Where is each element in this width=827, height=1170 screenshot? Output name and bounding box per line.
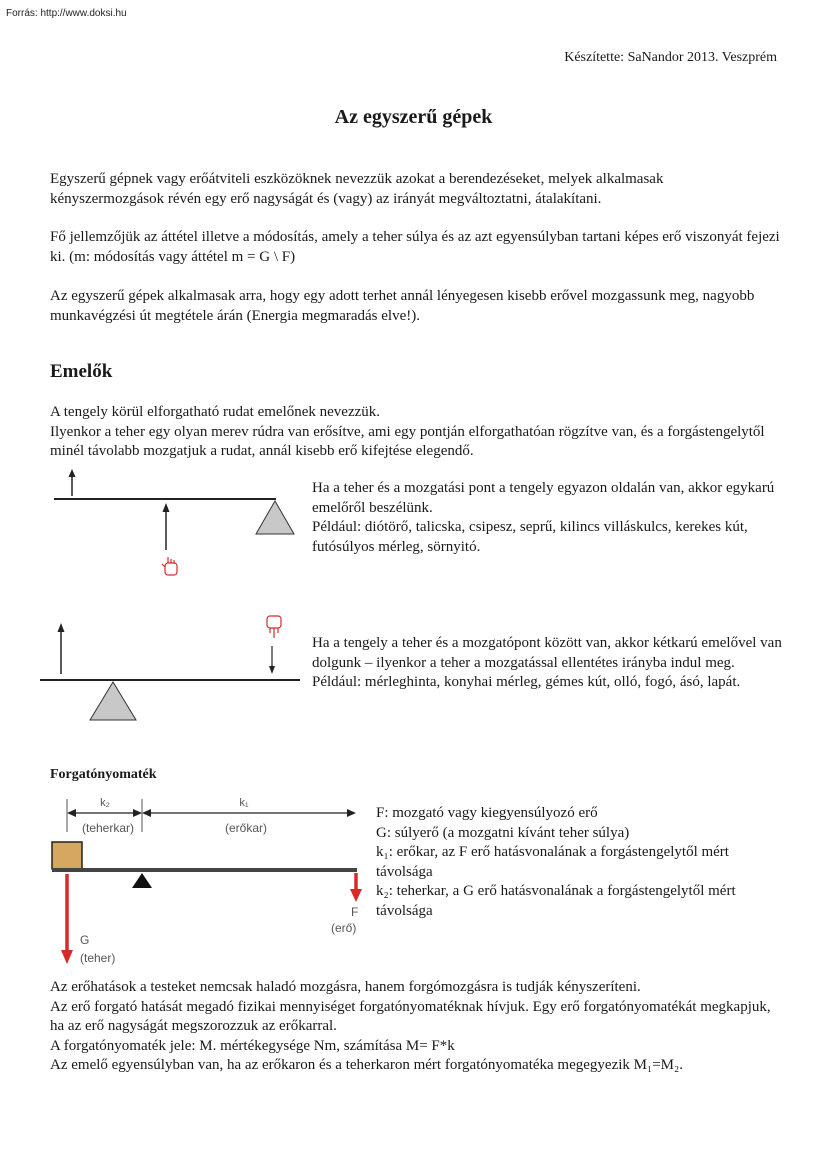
k2-symbol: k₂: [100, 797, 110, 809]
legend-k1: k₁: erőkar, az F erő hatásvonalának a forgástengelytől mért távolsága: [376, 844, 729, 880]
f-symbol: F: [351, 905, 359, 919]
source-note: Forrás: http://www.doksi.hu: [6, 8, 127, 19]
g-caption: (teher): [80, 951, 116, 965]
one-arm-lever-examples: Például: diótörő, talicska, csipesz, seprű, kilincs villáskulcs, kerekes kút, futósúlyos mérleg, sörnyitó.: [312, 519, 748, 555]
load-box: [52, 842, 82, 869]
k1-symbol: k₁: [239, 797, 249, 809]
torque-legend: [376, 804, 786, 921]
levers-intro: A tengely körül elforgatható rudat emelőnek nevezzük. Ilyenkor a teher egy olyan merev rúdra van erősítve, ami egy pontján elforgathatóan rögzítve van, és a forgástengelytől minél távolabb mozgatjuk a rudat, annál kisebb erő kifejtése elegendő.: [50, 404, 765, 459]
intro-paragraph-1: Egyszerű gépnek vagy erőátviteli eszközöknek nevezzük azokat a berendezéseket, melyek alkalmasak kényszermozgások révén egy erő nagyságát és (vagy) az irányát megváltoztatni, átalakítani.: [50, 171, 664, 207]
page-title: Az egyszerű gépek: [334, 106, 493, 128]
one-arm-lever-definition: Ha a teher és a mozgatási pont a tengely egyazon oldalán van, akkor egykarú emelőről beszélünk.: [312, 480, 775, 516]
two-arm-lever-examples: Például: mérleghinta, konyhai mérleg, gémes kút, olló, fogó, ásó, lapát.: [312, 674, 741, 690]
k1-caption: (erőkar): [224, 821, 268, 835]
one-arm-lever-figure: [40, 466, 310, 590]
legend-f: F: mozgató vagy kiegyensúlyozó erő: [376, 805, 598, 821]
one-arm-load-arrow: [69, 469, 76, 496]
k2-dimension-arrow: [67, 809, 142, 817]
two-arm-lever-text: [312, 634, 782, 693]
author-line: Készítette: SaNandor 2013. Veszprém: [564, 50, 777, 65]
two-arm-fulcrum: [90, 682, 136, 720]
legend-g: G: súlyerő (a mozgatni kívánt teher súlya): [376, 824, 630, 841]
torque-lever-beam: [52, 868, 357, 872]
two-arm-lever-figure: [30, 612, 312, 724]
intro-paragraph-3: Az egyszerű gépek alkalmasak arra, hogy egy adott terhet annál lényegesen kisebb erővel mozgassunk meg, nagyobb munkavégzési út megtétele árán (Energia megmaradás elve!).: [50, 288, 755, 324]
f-caption: (erő): [331, 921, 357, 935]
section-heading-levers: Emelők: [50, 361, 113, 382]
torque-explanation: Az erőhatások a testeket nemcsak haladó mozgásra, hanem forgómozgásra is tudják kényszeríteni. Az erő forgató hatását megadó fizikai mennyiséget forgatónyomatéknak hívjuk. Egy erő forgatónyomatékát megkapjuk, ha az erő nagyságát megszorozzuk az erőkarral. A forgatónyomaték jele: M. mértékegysége Nm, számítása M= F*k Az emelő egyensúlyban van, ha az erőkaron és a teherkaron mért forgatónyomatéka megegyezik M₁=M₂.: [50, 979, 771, 1073]
one-arm-force-arrow: [163, 503, 170, 550]
g-symbol: G: [80, 933, 90, 947]
one-arm-lever-text: [312, 479, 782, 557]
two-arm-force-arrow: [269, 646, 275, 674]
hand-icon: [162, 557, 177, 575]
legend-k2: k₂: teherkar, a G erő hatásvonalának a forgástengelytől mért távolsága: [376, 883, 736, 919]
k2-caption: (teherkar): [81, 821, 135, 835]
hand-pointing-icon: [267, 616, 281, 638]
section-heading-torque: Forgatónyomaték: [50, 767, 157, 782]
two-arm-load-arrow: [58, 623, 65, 674]
f-force-arrow: [350, 873, 362, 902]
one-arm-fulcrum: [256, 501, 294, 534]
k1-dimension-arrow: [142, 809, 356, 817]
g-weight-arrow: [61, 874, 73, 964]
torque-diagram: [40, 792, 370, 970]
two-arm-lever-definition: Ha a tengely a teher és a mozgatópont között van, akkor kétkarú emelővel van dolgunk – ilyenkor a teher a mozgatással ellentétes irányba indul meg.: [312, 635, 782, 671]
torque-fulcrum: [132, 873, 152, 888]
intro-paragraph-2: Fő jellemzőjük az áttétel illetve a módosítás, amely a teher súlya és az azt egyensúlyban tartani képes erő viszonyát fejezi ki. (m: módosítás vagy áttétel m = G \ F): [50, 229, 780, 265]
